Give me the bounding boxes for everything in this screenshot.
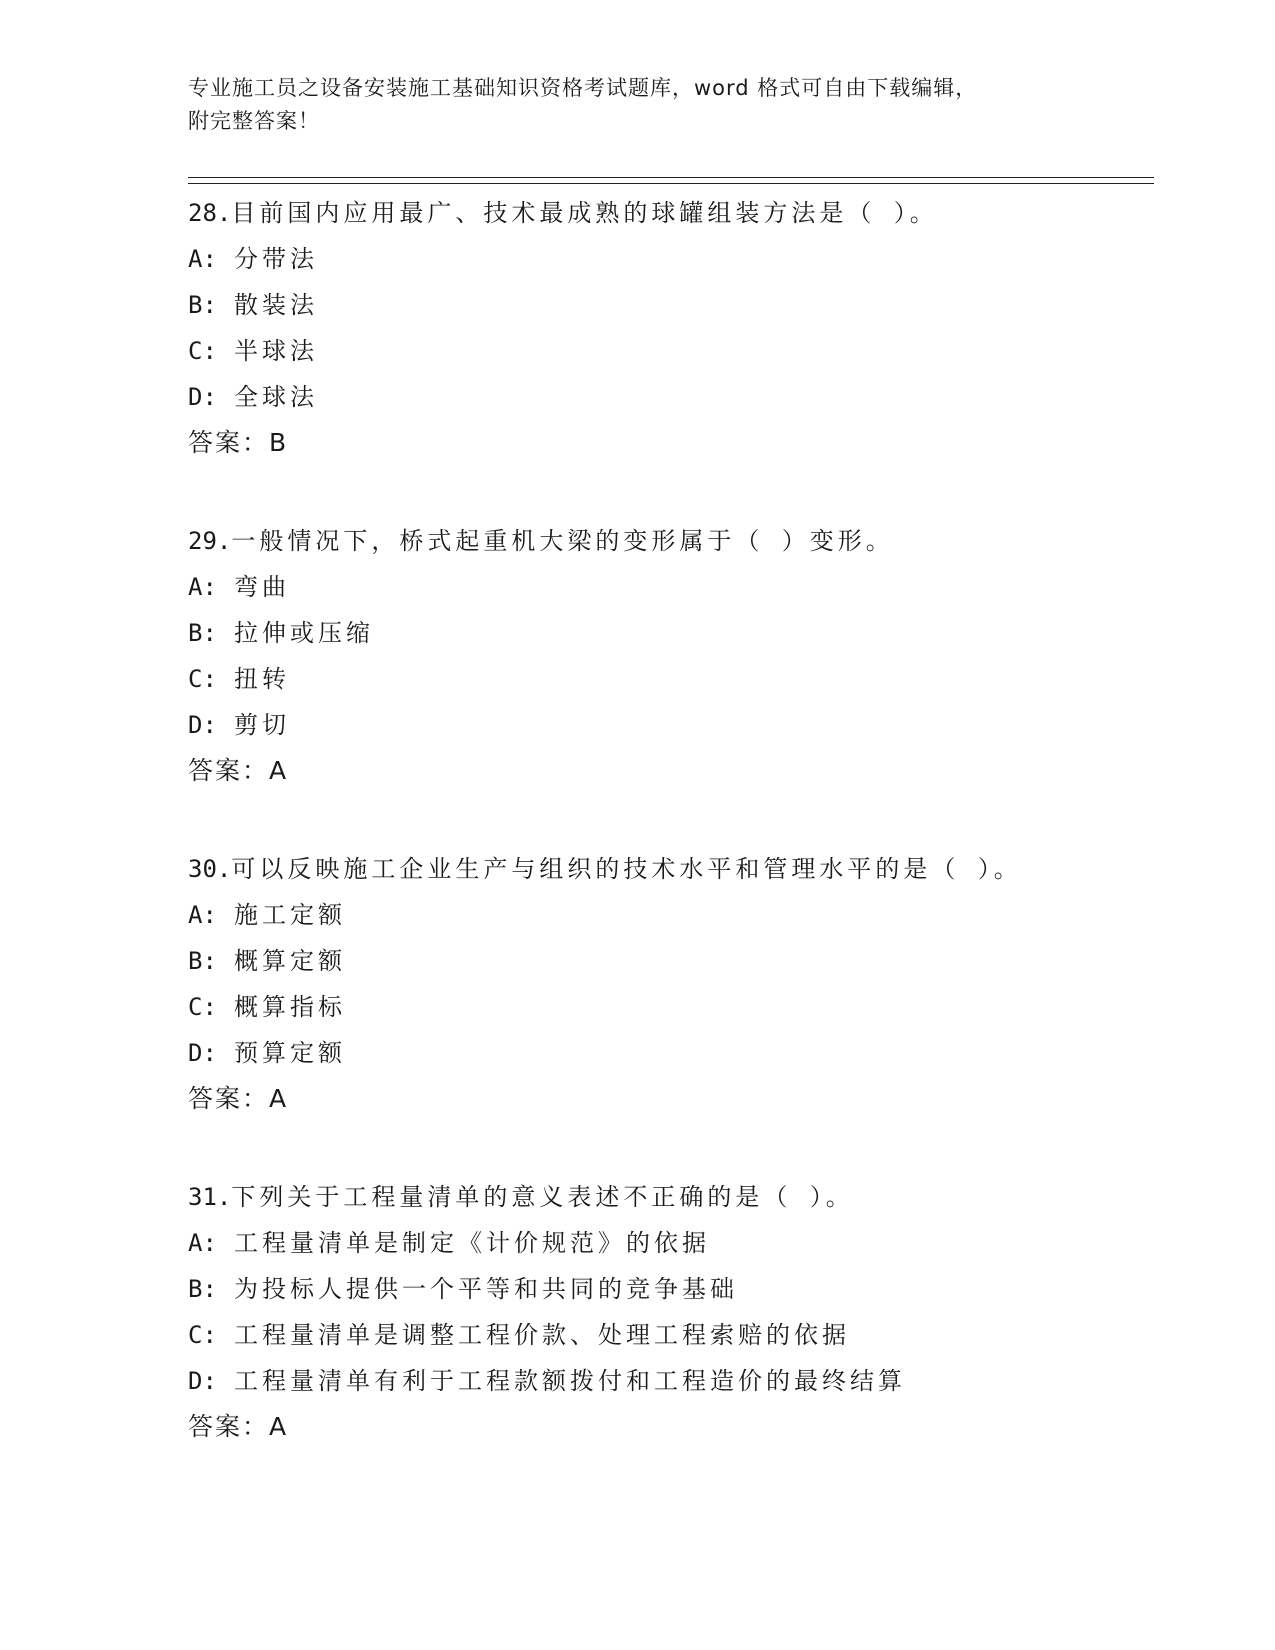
answer-value: A xyxy=(269,1084,289,1113)
option-text: 概算定额 xyxy=(234,947,346,975)
question-number: 31. xyxy=(188,1183,232,1211)
question-number: 29. xyxy=(188,527,232,555)
option-text: 半球法 xyxy=(234,337,318,365)
option-key: D: xyxy=(188,711,217,739)
answer-label: 答案： xyxy=(188,1084,270,1113)
option-text: 散装法 xyxy=(234,291,318,319)
option-key: C: xyxy=(188,337,217,365)
option-key: A: xyxy=(188,573,217,601)
option-text: 工程量清单有利于工程款额拨付和工程造价的最终结算 xyxy=(234,1367,906,1395)
answer-value: B xyxy=(269,428,289,457)
option-text: 拉伸或压缩 xyxy=(234,619,374,647)
option-a xyxy=(188,564,1148,610)
header-line-2: 附完整答案！ xyxy=(188,109,320,133)
question-stem xyxy=(188,846,1148,892)
answer-line xyxy=(188,1076,1148,1122)
option-text: 全球法 xyxy=(234,383,318,411)
option-b xyxy=(188,938,1148,984)
option-c xyxy=(188,328,1148,374)
option-text: 扭转 xyxy=(234,665,290,693)
answer-value: A xyxy=(269,1412,289,1441)
option-key: C: xyxy=(188,1321,217,1349)
option-d xyxy=(188,702,1148,748)
option-d xyxy=(188,1030,1148,1076)
option-a xyxy=(188,236,1148,282)
option-b xyxy=(188,1266,1148,1312)
option-b xyxy=(188,282,1148,328)
question-item xyxy=(188,518,1148,794)
option-key: A: xyxy=(188,1229,217,1257)
option-d xyxy=(188,374,1148,420)
option-c xyxy=(188,984,1148,1030)
option-key: A: xyxy=(188,901,217,929)
option-key: D: xyxy=(188,1367,217,1395)
option-key: A: xyxy=(188,245,217,273)
option-key: C: xyxy=(188,665,217,693)
option-key: C: xyxy=(188,993,217,1021)
option-c xyxy=(188,1312,1148,1358)
option-c xyxy=(188,656,1148,702)
option-key: B: xyxy=(188,291,217,319)
document-header xyxy=(188,72,1088,138)
option-text: 概算指标 xyxy=(234,993,346,1021)
answer-value: A xyxy=(269,756,289,785)
option-text: 预算定额 xyxy=(234,1039,346,1067)
option-text: 为投标人提供一个平等和共同的竞争基础 xyxy=(234,1275,738,1303)
question-item xyxy=(188,846,1148,1122)
option-key: D: xyxy=(188,1039,217,1067)
answer-line xyxy=(188,748,1148,794)
option-key: B: xyxy=(188,619,217,647)
answer-label: 答案： xyxy=(188,756,270,785)
question-number: 28. xyxy=(188,199,232,227)
option-key: B: xyxy=(188,947,217,975)
question-number: 30. xyxy=(188,855,232,883)
question-list xyxy=(188,190,1148,1502)
question-item xyxy=(188,190,1148,466)
option-key: B: xyxy=(188,1275,217,1303)
header-line-1: 专业施工员之设备安装施工基础知识资格考试题库，word 格式可自由下载编辑， xyxy=(188,76,978,100)
answer-line xyxy=(188,420,1148,466)
question-text: 下列关于工程量清单的意义表述不正确的是（ ）。 xyxy=(231,1183,854,1211)
option-text: 施工定额 xyxy=(234,901,346,929)
question-stem xyxy=(188,1174,1148,1220)
question-stem xyxy=(188,518,1148,564)
option-d xyxy=(188,1358,1148,1404)
option-text: 工程量清单是调整工程价款、处理工程索赔的依据 xyxy=(234,1321,850,1349)
option-text: 弯曲 xyxy=(234,573,290,601)
option-a xyxy=(188,1220,1148,1266)
option-text: 剪切 xyxy=(234,711,290,739)
option-a xyxy=(188,892,1148,938)
header-divider-bottom xyxy=(188,183,1154,184)
question-text: 目前国内应用最广、技术最成熟的球罐组装方法是（ ）。 xyxy=(231,199,938,227)
header-divider-top xyxy=(188,177,1154,178)
option-text: 工程量清单是制定《计价规范》的依据 xyxy=(234,1229,710,1257)
question-text: 可以反映施工企业生产与组织的技术水平和管理水平的是（ ）。 xyxy=(231,855,1022,883)
question-item xyxy=(188,1174,1148,1450)
option-text: 分带法 xyxy=(234,245,318,273)
option-b xyxy=(188,610,1148,656)
answer-line xyxy=(188,1404,1148,1450)
answer-label: 答案： xyxy=(188,428,270,457)
question-stem xyxy=(188,190,1148,236)
question-text: 一般情况下，桥式起重机大梁的变形属于（ ）变形。 xyxy=(231,527,894,555)
answer-label: 答案： xyxy=(188,1412,270,1441)
option-key: D: xyxy=(188,383,217,411)
